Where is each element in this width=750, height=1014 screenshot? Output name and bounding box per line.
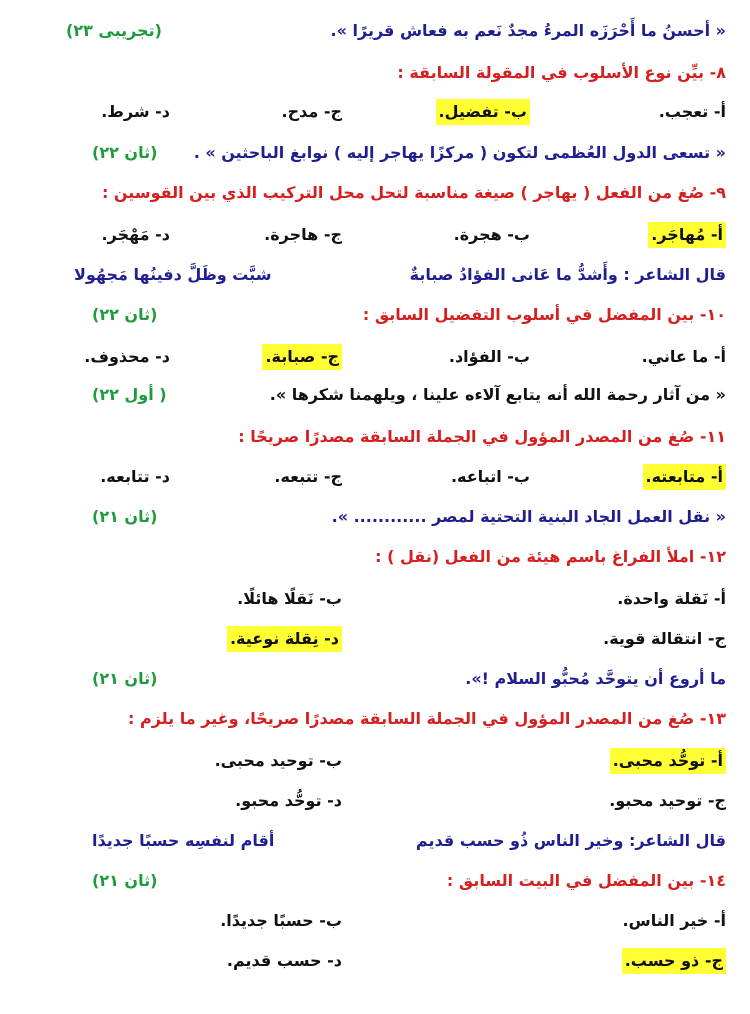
option-b: ب- حسبًا جديدًا. [220, 911, 342, 930]
option-b: ب- الفؤاد. [448, 347, 530, 366]
option-d: د- مَهْجَر. [101, 225, 170, 244]
options-13-row2 [0, 784, 750, 818]
options-10 [0, 340, 750, 374]
option-d-answer: د- نِقلة نوعية. [227, 626, 342, 652]
exam-tag: (ثان ٢١) [92, 871, 158, 890]
poem-first-half: قال الشاعر : وأَشدُّ ما عَانى الفؤادُ صبابةٌ [409, 265, 726, 284]
question-8 [0, 56, 750, 90]
option-a-answer: أ- متابعته. [643, 464, 727, 490]
exam-tag: (ثان ٢٢) [92, 305, 158, 324]
exam-tag: (ثان ٢١) [92, 507, 158, 526]
question-10 [0, 298, 750, 332]
quote-text: « أحسنُ ما أَحْرَزَه المرءُ مجدٌ نَعم به فعاش قريرًا ». [330, 21, 726, 40]
quote-row-3 [0, 378, 750, 412]
question-13 [0, 702, 750, 736]
exam-tag: (تجريبى ٢٣) [66, 21, 162, 40]
option-c: ج- هاجرة. [264, 225, 342, 244]
question-text: ١٤- بين المفضل في البيت السابق : [446, 871, 726, 890]
option-d: د- تتابعه. [100, 467, 170, 486]
poem-row-2 [0, 824, 750, 858]
quote-row-1 [0, 14, 750, 48]
options-12-row2 [0, 622, 750, 656]
option-c: ج- توحيد محبو. [609, 791, 726, 810]
quote-text: « من آثار رحمة الله أنه يتابع آلاءه علينا ، ويلهمنا شكرها ». [269, 385, 726, 404]
option-c: ج- تتبعه. [274, 467, 342, 486]
option-c-answer: ج- صبابة. [262, 344, 342, 370]
option-d: د- حسب قديم. [226, 951, 342, 970]
option-a-answer: أ- مُهاجَر. [648, 222, 726, 248]
option-c: ج- انتقالة قوية. [603, 629, 726, 648]
poem-second-half: شبَّت وظَلَّ دفينُها مَجهُولا [74, 265, 272, 284]
option-c-answer: ج- ذو حسب. [622, 948, 726, 974]
question-text: ١٢- املأ الفراغ باسم هيئة من الفعل (نقل ) : [375, 547, 726, 566]
quote-text: « نقل العمل الجاد البنية التحتية لمصر ............ ». [331, 507, 726, 526]
quote-row-4 [0, 500, 750, 534]
option-a: أ- خير الناس. [622, 911, 726, 930]
option-b-answer: ب- تفضيل. [436, 99, 530, 125]
question-9 [0, 176, 750, 210]
options-9 [0, 218, 750, 252]
option-d: د- توحُّد محبو. [235, 791, 342, 810]
quote-text: ما أروع أن يتوحَّد مُحبُّو السلام !». [465, 669, 726, 688]
option-b: ب- هجرة. [453, 225, 530, 244]
poem-second-half: أقام لنفسِه حسبًا جديدًا [92, 831, 275, 850]
quote-text: « تسعى الدول العُظمى لتكون ( مركزًا يهاجر إليه ) نوابغ الباحثين » . [193, 143, 726, 162]
options-11 [0, 460, 750, 494]
options-12-row1 [0, 582, 750, 616]
question-11 [0, 420, 750, 454]
options-13-row1 [0, 744, 750, 778]
option-a-answer: أ- توحُّد محبى. [610, 748, 726, 774]
options-14-row1 [0, 904, 750, 938]
exam-tag: (ثان ٢٢) [92, 143, 158, 162]
question-text: ٨- بيِّن نوع الأسلوب في المقولة السابقة : [397, 63, 726, 82]
question-text: ١٣- صُغ من المصدر المؤول في الجملة السابقة مصدرًا صريحًا، وغير ما يلزم : [128, 709, 726, 728]
poem-row-1 [0, 258, 750, 292]
question-text: ١٠- بين المفضل في أسلوب التفضيل السابق : [362, 305, 726, 324]
option-d: د- شرط. [101, 102, 170, 121]
poem-first-half: قال الشاعر: وخير الناس ذُو حسب قديم [415, 831, 726, 850]
option-c: ج- مدح. [281, 102, 342, 121]
quote-row-2 [0, 136, 750, 170]
exam-tag: (ثان ٢١) [92, 669, 158, 688]
options-8 [0, 95, 750, 129]
question-12 [0, 540, 750, 574]
question-text: ١١- صُغ من المصدر المؤول في الجملة السابقة مصدرًا صريحًا : [238, 427, 726, 446]
option-a: أ- نَقلة واحدة. [617, 589, 726, 608]
option-b: ب- توحيد محبى. [214, 751, 342, 770]
exam-tag: ( أول ٢٢) [92, 385, 167, 404]
question-text: ٩- صُغ من الفعل ( يهاجر ) صيغة مناسبة لتحل محل التركيب الذي بين القوسين : [101, 183, 726, 202]
option-b: ب- نَقلًا هائلًا. [237, 589, 342, 608]
option-a: أ- تعجب. [658, 102, 726, 121]
option-b: ب- اتباعه. [450, 467, 530, 486]
quote-row-5 [0, 662, 750, 696]
question-14 [0, 864, 750, 898]
option-d: د- محذوف. [84, 347, 170, 366]
option-a: أ- ما عاني. [641, 347, 726, 366]
options-14-row2 [0, 944, 750, 978]
